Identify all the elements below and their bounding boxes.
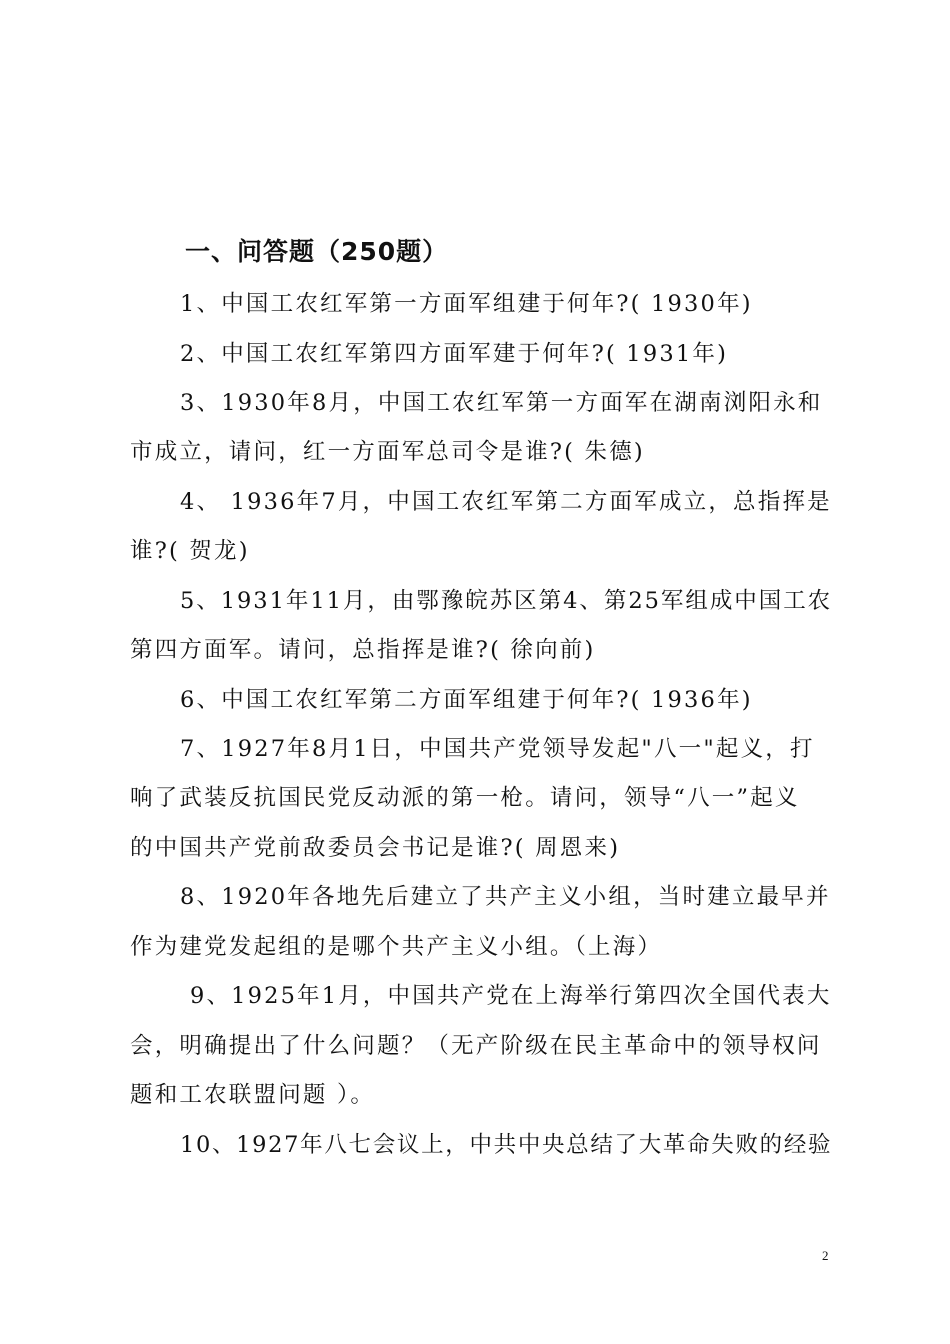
question-line: 8、1920年各地先后建立了共产主义小组，当时建立最早并 <box>180 884 831 910</box>
section-heading: 一、问答题（250题） <box>185 237 449 266</box>
question-line: 作为建党发起组的是哪个共产主义小组。（上海） <box>130 934 663 960</box>
question-line: 4、 1936年7月，中国工农红军第二方面军成立，总指挥是 <box>180 489 832 515</box>
question-line: 的中国共产党前敌委员会书记是谁?( 周恩来) <box>130 835 621 861</box>
question-line: 7、1927年8月1日，中国共产党领导发起"八一"起义，打 <box>180 736 815 762</box>
question-line: 6、中国工农红军第二方面军组建于何年?( 1936年) <box>180 687 753 713</box>
question-line: 3、1930年8月，中国工农红军第一方面军在湖南浏阳永和 <box>180 390 823 416</box>
question-line: 5、1931年11月，由鄂豫皖苏区第4、第25军组成中国工农 <box>180 588 833 614</box>
question-line: 10、1927年八七会议上，中共中央总结了大革命失败的经验 <box>180 1132 833 1158</box>
question-line: 会，明确提出了什么问题？（无产阶级在民主革命中的领导权问 <box>130 1033 822 1059</box>
question-line: 第四方面军。请问，总指挥是谁?( 徐向前) <box>130 637 596 663</box>
question-line: 市成立，请问，红一方面军总司令是谁?( 朱德) <box>130 439 645 465</box>
question-line: 谁?( 贺龙) <box>130 538 250 564</box>
question-line: 题和工农联盟问题 ）。 <box>130 1082 376 1108</box>
question-line: 2、中国工农红军第四方面军建于何年?( 1931年) <box>180 341 729 367</box>
question-line: 1、中国工农红军第一方面军组建于何年?( 1930年) <box>180 291 753 317</box>
question-line: 9、1925年1月，中国共产党在上海举行第四次全国代表大 <box>190 983 832 1009</box>
question-line: 响了武装反抗国民党反动派的第一枪。请问，领导“八一”起义 <box>130 785 800 811</box>
page-number: 2 <box>822 1248 829 1263</box>
